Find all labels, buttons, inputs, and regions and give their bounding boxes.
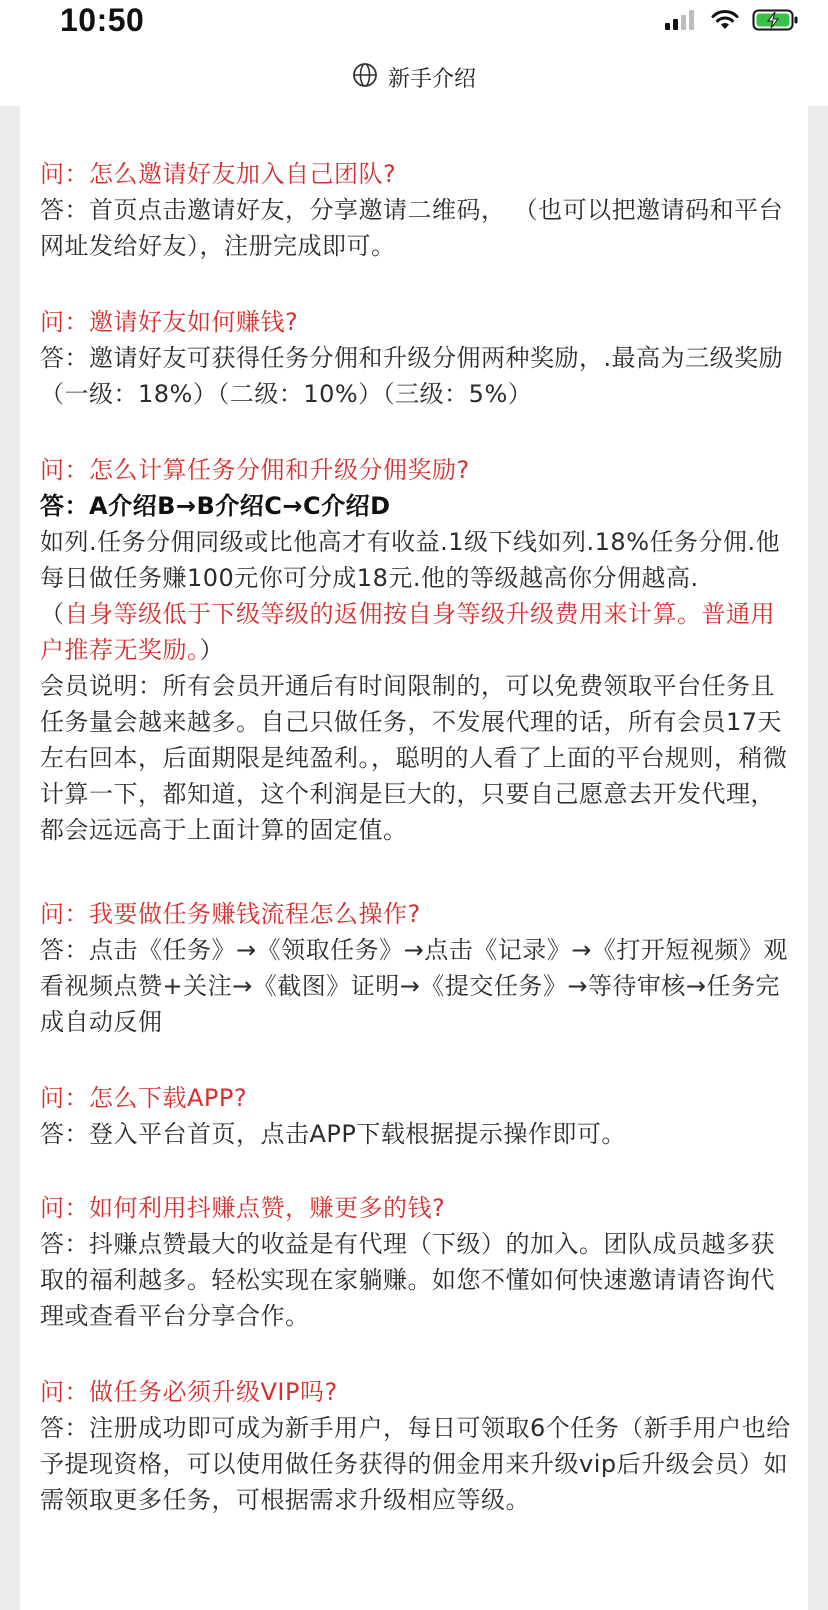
faq-answer: 答：抖赚点赞最大的收益是有代理（下级）的加入。团队成员越多获取的福利越多。轻松实现在家躺赚。如您不懂如何快速邀请请咨询代理或查看平台分享合作。 (40, 1230, 775, 1330)
faq-question: 问：邀请好友如何赚钱? (40, 308, 299, 336)
faq-answer: 答：注册成功即可成为新手用户，每日可领取6个任务（新手用户也给予提现资格，可以使用做任务获得的佣金用来升级vip后升级会员）如需领取更多任务，可根据需求升级相应等级。 (40, 1414, 791, 1514)
faq-item-invite (40, 156, 792, 264)
faq-item-vip (40, 1374, 792, 1518)
faq-item-earn (40, 304, 792, 412)
faq-question: 问：怎么计算任务分佣和升级分佣奖励? (40, 456, 470, 484)
faq-question: 问：我要做任务赚钱流程怎么操作? (40, 900, 421, 928)
faq-answer: 如列.任务分佣同级或比他高才有收益.1级下线如列.18%任务分佣.他每日做任务赚100元你可分成18元.他的等级越高你分佣越高. (40, 528, 781, 592)
globe-icon (352, 62, 378, 92)
faq-item-commission (40, 452, 792, 848)
faq-item-download (40, 1080, 792, 1152)
nav-bar (0, 48, 828, 106)
faq-item-more-money (40, 1190, 792, 1334)
page-title: 新手介绍 (387, 66, 476, 92)
faq-question: 问：如何利用抖赚点赞，赚更多的钱? (40, 1194, 446, 1222)
faq-answer-highlight: 自身等级低于下级等级的返佣按自身等级升级费用来计算。普通用户推荐无奖励。 (40, 600, 775, 664)
paren-close: ） (199, 636, 224, 664)
faq-answer-note (40, 596, 792, 668)
status-time: 10:50 (60, 2, 145, 38)
faq-answer-member: 会员说明：所有会员开通后有时间限制的，可以免费领取平台任务且任务量会越来越多。自己只做任务，不发展代理的话，所有会员17天左右回本，后面期限是纯盈利。，聪明的人看了上面的平台规则，稍微计算一下，都知道，这个利润是巨大的，只要自己愿意去开发代理，都会远远高于上面计算的固定值。 (40, 672, 788, 844)
wifi-icon (710, 9, 740, 35)
faq-question: 问：怎么邀请好友加入自己团队? (40, 160, 397, 188)
faq-question: 问：怎么下载APP? (40, 1084, 248, 1112)
faq-content (20, 106, 808, 1610)
faq-question: 问：做任务必须升级VIP吗? (40, 1378, 338, 1406)
faq-answer: 答：邀请好友可获得任务分佣和升级分佣两种奖励，.最高为三级奖励（一级：18%）（二级：10%）（三级：5%） (40, 344, 784, 408)
faq-answer-chain: 答：A介绍B→B介绍C→C介绍D (40, 492, 391, 520)
faq-answer: 答：登入平台首页，点击APP下载根据提示操作即可。 (40, 1120, 626, 1148)
faq-item-process (40, 896, 792, 1040)
faq-answer: 答：首页点击邀请好友，分享邀请二维码， （也可以把邀请码和平台网址发给好友），注册完成即可。 (40, 196, 784, 260)
paren-open: （ (40, 600, 65, 628)
faq-answer: 答：点击《任务》→《领取任务》→点击《记录》→《打开短视频》观看视频点赞+关注→《截图》证明→《提交任务》→等待审核→任务完成自动反佣 (40, 936, 788, 1036)
battery-charging-icon (752, 8, 800, 36)
status-icons (664, 8, 800, 36)
cellular-signal-icon (664, 9, 698, 35)
status-bar (0, 0, 828, 48)
